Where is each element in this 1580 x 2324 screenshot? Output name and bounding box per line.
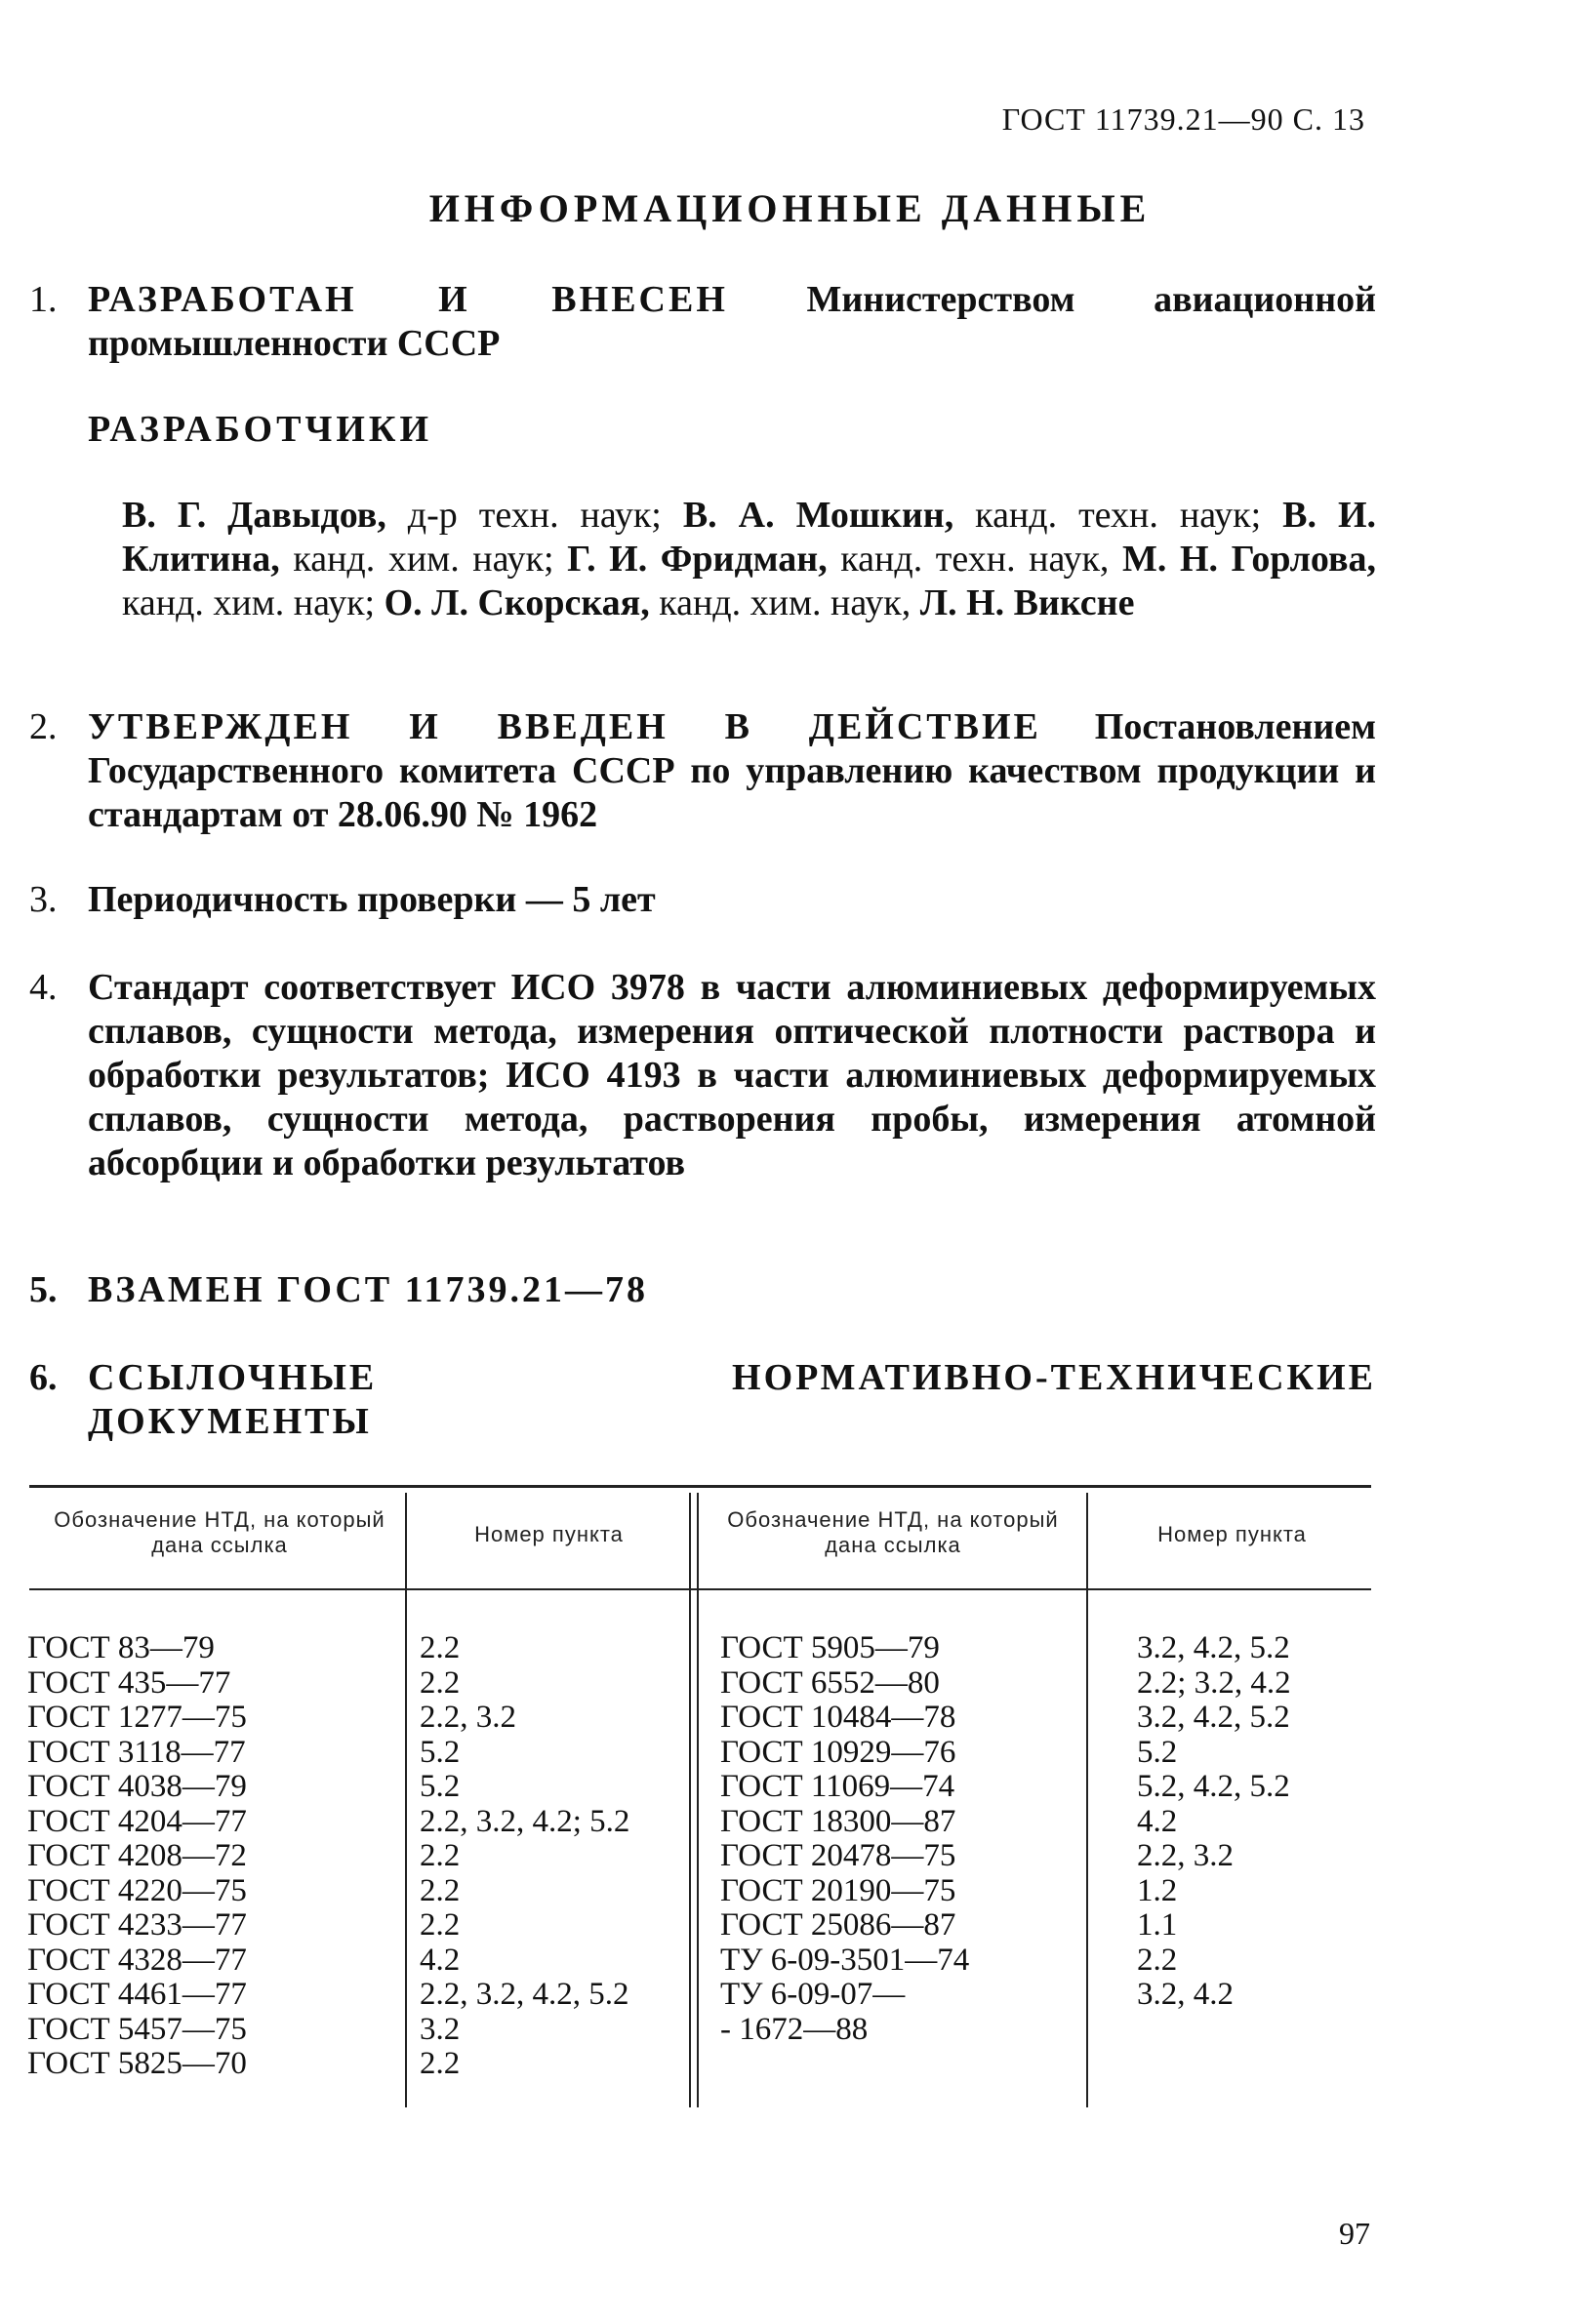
table-cell: ГОСТ 5905—79 — [720, 1630, 940, 1665]
table-cell: 2.2, 3.2 — [1137, 1838, 1234, 1873]
table-cell: ГОСТ 4461—77 — [27, 1977, 247, 2012]
table-cell: 2.2 — [420, 2046, 461, 2081]
table-cell: ГОСТ 6552—80 — [720, 1664, 940, 1701]
table-cell: 2.2, 3.2, 4.2; 5.2 — [420, 1803, 630, 1839]
developer-name: Г. И. Фридман, — [567, 539, 828, 580]
table-cell — [1137, 2013, 1291, 2048]
table-cell: 4.2 — [420, 1942, 461, 1978]
developer-name: О. Л. Скорская, — [384, 582, 650, 623]
developer-title: канд. хим. наук; — [279, 539, 568, 580]
developer-title: д-р техн. наук; — [385, 495, 683, 536]
developer-title: канд. техн. наук; — [953, 495, 1283, 536]
table-cell: ГОСТ 10484—78 — [720, 1700, 956, 1735]
item-number: 2. — [29, 706, 58, 747]
table-cell: ГОСТ 1277—75 — [27, 1700, 247, 1735]
table-cell: 5.2 — [420, 1769, 461, 1804]
table-cell: ГОСТ 83—79 — [27, 1630, 215, 1665]
developer-name: В. Г. Давыдов, — [122, 495, 386, 536]
table-cell: ГОСТ 20478—75 — [720, 1838, 956, 1873]
table-cell: 2.2 — [420, 1907, 461, 1943]
developer-name: Л. Н. Виксне — [919, 582, 1135, 623]
developer-title: канд. хим. наук, — [649, 582, 920, 623]
item-5 — [29, 1268, 1376, 1312]
table-cell: 1.1 — [1137, 1907, 1178, 1943]
table-cell: 2.2 — [420, 1838, 461, 1873]
table-cell: ГОСТ 4328—77 — [27, 1942, 247, 1978]
item-4 — [29, 966, 1376, 1185]
table-divider — [405, 1493, 407, 2107]
table-cell: 2.2 — [1137, 1942, 1178, 1978]
developer-name: В. А. Мошкин, — [682, 495, 954, 536]
table-top-rule — [29, 1485, 1371, 1488]
table-divider — [689, 1493, 691, 2107]
item-2 — [29, 705, 1376, 837]
developers-heading: РАЗРАБОТЧИКИ — [88, 409, 433, 450]
item-3 — [29, 878, 1376, 922]
right-points-column — [1137, 1631, 1291, 2047]
table-cell: 3.2 — [420, 2011, 461, 2047]
item-number: 6. — [29, 1357, 58, 1398]
item-text: Периодичность проверки — 5 лет — [88, 879, 656, 920]
table-header-cell: Номер пункта — [474, 1522, 624, 1546]
table-cell: ГОСТ 3118—77 — [27, 1734, 246, 1770]
table-cell: ГОСТ 11069—74 — [720, 1769, 955, 1804]
table-cell: ГОСТ 20190—75 — [720, 1872, 956, 1908]
table-cell: - 1672—88 — [720, 2011, 869, 2047]
table-cell: ГОСТ 5825—70 — [27, 2046, 247, 2081]
table-cell: 4.2 — [1137, 1803, 1178, 1839]
item-number: 5. — [29, 1269, 58, 1310]
item-number: 1. — [29, 279, 58, 320]
developer-title: канд. техн. наук, — [827, 539, 1122, 580]
table-cell: 2.2; 3.2, 4.2 — [1137, 1664, 1291, 1701]
table-cell: 5.2 — [420, 1734, 461, 1770]
item-1 — [29, 278, 1376, 366]
item-caps: РАЗРАБОТАН И ВНЕСЕН — [88, 279, 728, 320]
table-cell: ГОСТ 4233—77 — [27, 1907, 247, 1943]
item-text: Постановлением Государственного комитета СССР по управлению качеством продукции и стандартам от 28.06.90 № 1962 — [88, 706, 1377, 835]
table-cell: ГОСТ 5457—75 — [27, 2011, 247, 2047]
table-cell: 3.2, 4.2, 5.2 — [1137, 1630, 1290, 1665]
table-cell: 3.2, 4.2 — [1137, 1977, 1234, 2012]
item-caps: ВЗАМЕН ГОСТ 11739.21—78 — [88, 1269, 649, 1310]
page-header: ГОСТ 11739.21—90 С. 13 — [1001, 101, 1365, 137]
table-cell: ГОСТ 18300—87 — [720, 1803, 956, 1839]
item-caps: ССЫЛОЧНЫЕ НОРМАТИВНО-ТЕХНИЧЕСКИЕ ДОКУМЕНТЫ — [88, 1357, 1376, 1442]
table-cell: ГОСТ 4208—72 — [27, 1838, 247, 1873]
item-number: 3. — [29, 879, 58, 920]
table-header-cell: Номер пункта — [1157, 1522, 1307, 1546]
table-cell: 2.2, 3.2, 4.2, 5.2 — [420, 1977, 629, 2012]
item-caps: УТВЕРЖДЕН И ВВЕДЕН В ДЕЙСТВИЕ — [88, 706, 1041, 747]
item-text: Стандарт соответствует ИСО 3978 в части алюминиевых деформируемых сплавов, сущности метода, измерения оптической плотности раствора и обработки результатов; ИСО 4193 в части алюминиевых деформируемых сплавов, сущности метода, растворения пробы, измерения атомной абсорбции и обработки результатов — [88, 967, 1376, 1183]
table-cell: ГОСТ 10929—76 — [720, 1734, 956, 1770]
table-cell: ГОСТ 4220—75 — [27, 1872, 247, 1908]
developer-name: В. И. Клитина, — [122, 495, 1377, 580]
table-cell: 2.2 — [420, 1630, 461, 1665]
table-cell: 1.2 — [1137, 1872, 1178, 1908]
table-cell: 2.2, 3.2 — [420, 1700, 516, 1735]
right-docs-column — [720, 1631, 969, 2047]
table-divider — [697, 1493, 699, 2107]
table-cell: 5.2, 4.2, 5.2 — [1137, 1769, 1290, 1804]
table-cell: 2.2 — [420, 1664, 461, 1701]
table-cell: ГОСТ 4204—77 — [27, 1803, 247, 1839]
developers-list — [122, 494, 1376, 625]
item-text: Министерством авиационной промышленности СССР — [88, 279, 1376, 364]
table-cell: ГОСТ 4038—79 — [27, 1769, 247, 1804]
table-cell: ТУ 6-09-07— — [720, 1977, 906, 2012]
table-cell: 3.2, 4.2, 5.2 — [1137, 1700, 1290, 1735]
table-header-cell: Обозначение НТД, на который дана ссылка — [727, 1507, 1059, 1557]
table-cell: ГОСТ 435—77 — [27, 1664, 231, 1701]
table-cell: ГОСТ 25086—87 — [720, 1907, 956, 1943]
item-number: 4. — [29, 967, 58, 1008]
table-header-rule — [29, 1588, 1371, 1590]
page-title: ИНФОРМАЦИОННЫЕ ДАННЫЕ — [428, 186, 1152, 230]
page-number: 97 — [1339, 2216, 1370, 2251]
item-6 — [29, 1356, 1376, 1444]
table-divider — [1086, 1493, 1088, 2107]
table-cell: 5.2 — [1137, 1734, 1178, 1770]
developer-title: канд. хим. наук; — [122, 582, 385, 623]
left-docs-column — [27, 1631, 247, 2082]
table-cell: 2.2 — [420, 1872, 461, 1908]
table-header-cell: Обозначение НТД, на который дана ссылка — [54, 1507, 385, 1557]
developer-name: М. Н. Горлова, — [1122, 539, 1377, 580]
table-cell: ТУ 6-09-3501—74 — [720, 1942, 970, 1978]
left-points-column — [420, 1631, 629, 2082]
